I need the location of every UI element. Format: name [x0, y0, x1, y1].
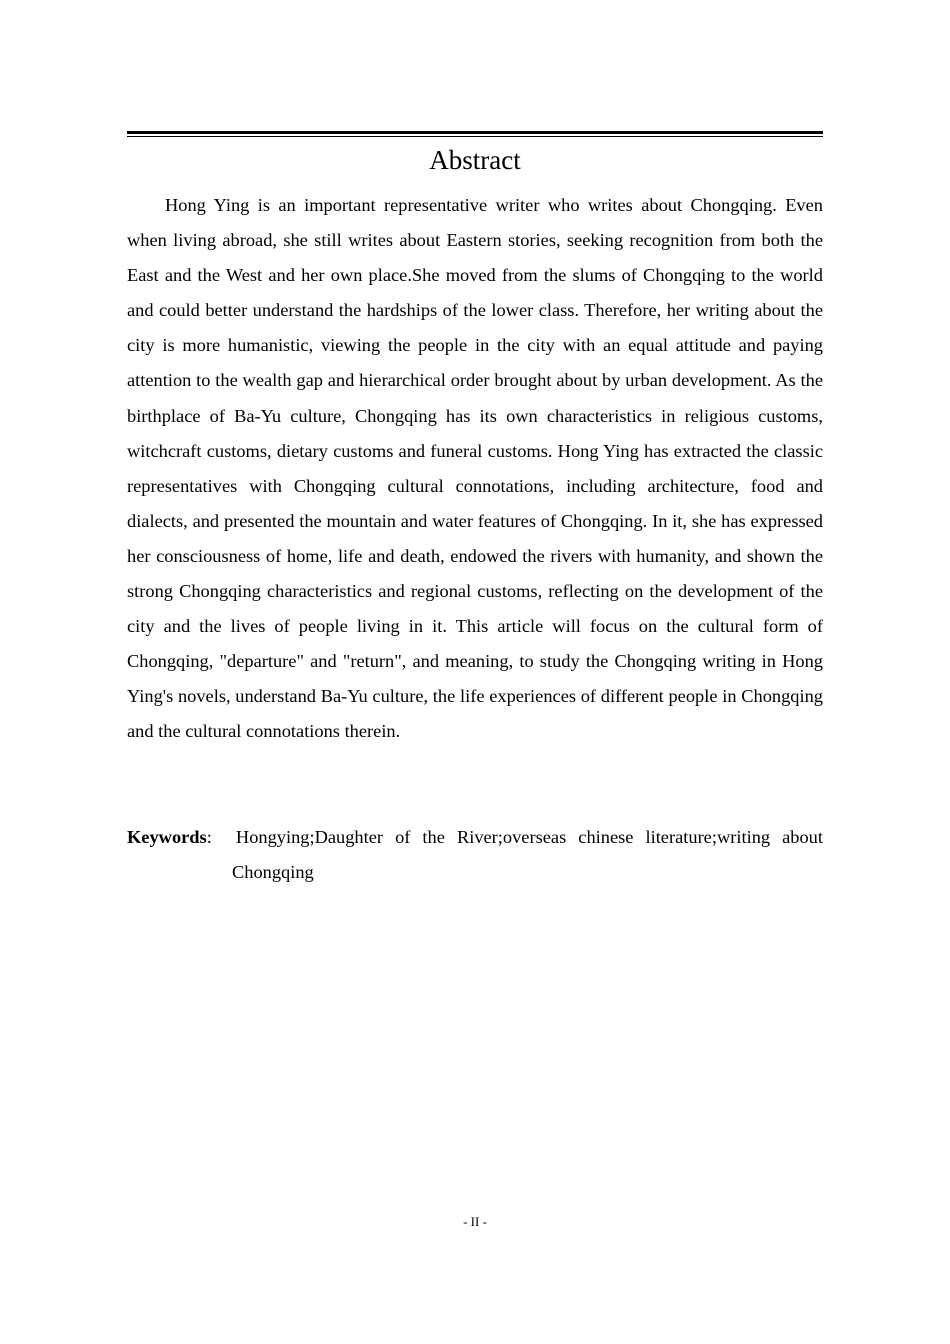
keywords-label: Keywords: [127, 827, 207, 847]
header-rule-thick: [127, 131, 823, 134]
keywords-line-1: [127, 820, 823, 855]
header-double-rule: [127, 131, 823, 138]
keywords-separator: :: [206, 827, 212, 847]
page-number: - II -: [463, 1214, 487, 1229]
keywords-text-line-1: Hongying;Daughter of the River;overseas chinese literature;writing about: [235, 827, 823, 847]
keywords-section: [127, 820, 823, 890]
header-rule-thin: [127, 136, 823, 137]
keywords-text-line-2: Chongqing: [232, 862, 314, 883]
abstract-title: Abstract: [429, 145, 521, 175]
abstract-paragraph: Hong Ying is an important representative writer who writes about Chongqing. Even when living abroad, she still writes about Eastern stories, seeking recognition from both the East and the West and her own place.She moved from the slums of Chongqing to the world and could better understand the hardships of the lower class. Therefore, her writing about the city is more humanistic, viewing the people in the city with an equal attitude and paying attention to the wealth gap and hierarchical order brought about by urban development. As the birthplace of Ba-Yu culture, Chongqing has its own characteristics in religious customs, witchcraft customs, dietary customs and funeral customs. Hong Ying has extracted the classic representatives with Chongqing cultural connotations, including architecture, food and dialects, and presented the mountain and water features of Chongqing. In it, she has expressed her consciousness of home, life and death, endowed the rivers with humanity, and shown the strong Chongqing characteristics and regional customs, reflecting on the development of the city and the lives of people living in it. This article will focus on the cultural form of Chongqing, "departure" and "return", and meaning, to study the Chongqing writing in Hong Ying's novels, understand Ba-Yu culture, the life experiences of different people in Chongqing and the cultural connotations therein.: [127, 195, 823, 742]
